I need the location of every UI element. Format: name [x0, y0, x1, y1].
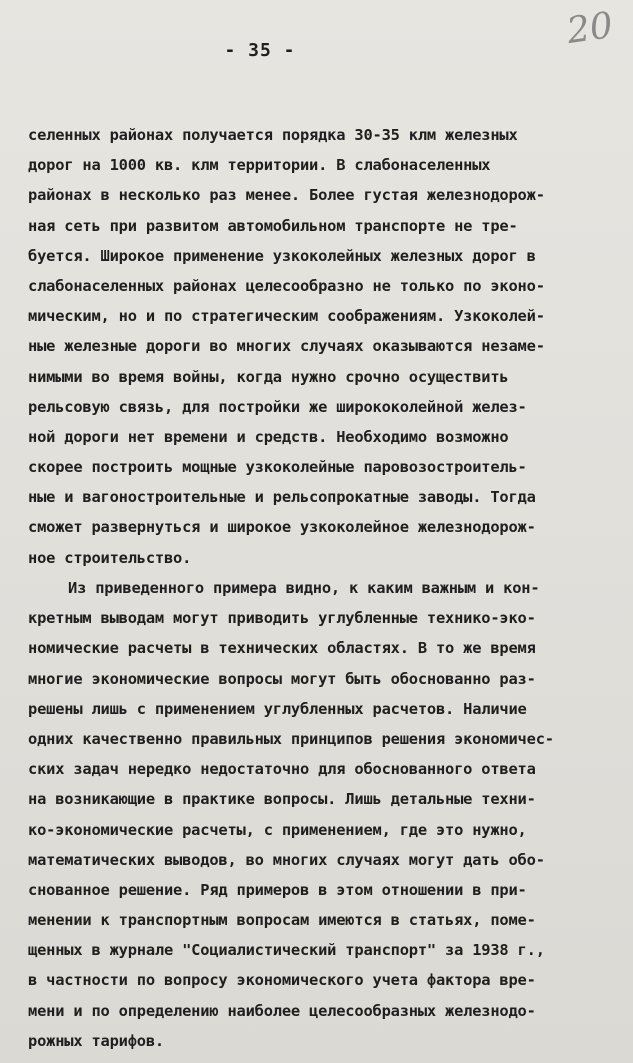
- text-line: ная сеть при развитом автомобильном транспорте не тре-: [28, 216, 518, 235]
- text-line: селенных районах получается порядка 30-35 клм железных: [28, 126, 518, 144]
- text-line: многие экономические вопросы могут быть обоснованно раз-: [28, 669, 536, 688]
- text-line: слабонаселенных районах целесообразно не только по эконо-: [28, 276, 545, 295]
- text-line: ко-экономические расчеты, с применением, где это нужно,: [28, 820, 527, 839]
- text-line: ной дороги нет времени и средств. Необходимо возможно: [28, 427, 509, 446]
- text-line: сможет развернуться и широкое узкоколейное железнодорож-: [28, 518, 536, 537]
- text-line: рожных тарифов.: [28, 1031, 164, 1050]
- text-line: дорог на 1000 кв. клм территории. В слабонаселенных: [28, 156, 491, 175]
- text-line: мени и по определению наиболее целесообразных железнодо-: [28, 1001, 536, 1020]
- text-line: на возникающие в практике вопросы. Лишь детальные техни-: [28, 790, 536, 809]
- text-line: щенных в журнале "Социалистический транспорт" за 1938 г.,: [28, 941, 545, 960]
- text-line: математических выводов, во многих случаях могут дать обо-: [28, 850, 545, 869]
- text-line: нимыми во время войны, когда нужно срочно осуществить: [28, 367, 509, 386]
- text-line: ное строительство.: [28, 548, 192, 567]
- paragraph-1: [28, 120, 618, 573]
- text-line: ских задач нередко недостаточно для обоснованного ответа: [28, 760, 536, 779]
- text-line: скорее построить мощные узкоколейные паровозостроитель-: [28, 458, 527, 477]
- text-line: буется. Широкое применение узкоколейных железных дорог в: [28, 246, 536, 265]
- text-line: номические расчеты в технических областях. В то же время: [28, 639, 536, 658]
- archive-page-number: 20: [564, 5, 616, 52]
- paragraph-2: [28, 573, 618, 1056]
- text-line: районах в несколько раз менее. Более густая железнодорож-: [28, 186, 545, 205]
- text-line: менении к транспортным вопросам имеются в статьях, поме-: [28, 911, 536, 930]
- text-line: снованное решение. Ряд примеров в этом отношении в при-: [28, 880, 527, 899]
- text-line: одних качественно правильных принципов решения экономичес-: [28, 729, 554, 748]
- page-number: - 35 -: [224, 40, 296, 61]
- text-line: решены лишь с применением углубленных расчетов. Наличие: [28, 699, 527, 718]
- text-line: рельсовую связь, для постройки же ширококолейной желез-: [28, 397, 527, 416]
- text-line: в частности по вопросу экономического учета фактора вре-: [28, 971, 536, 990]
- text-line: мическим, но и по стратегическим соображениям. Узкоколей-: [28, 307, 545, 326]
- text-line: ные железные дороги во многих случаях оказываются незаме-: [28, 337, 545, 356]
- text-line: Из приведенного примера видно, к каким важным и кон-: [68, 579, 540, 597]
- text-line: ные и вагоностроительные и рельсопрокатные заводы. Тогда: [28, 488, 536, 507]
- text-line: кретным выводам могут приводить углубленные технико-эко-: [28, 609, 536, 628]
